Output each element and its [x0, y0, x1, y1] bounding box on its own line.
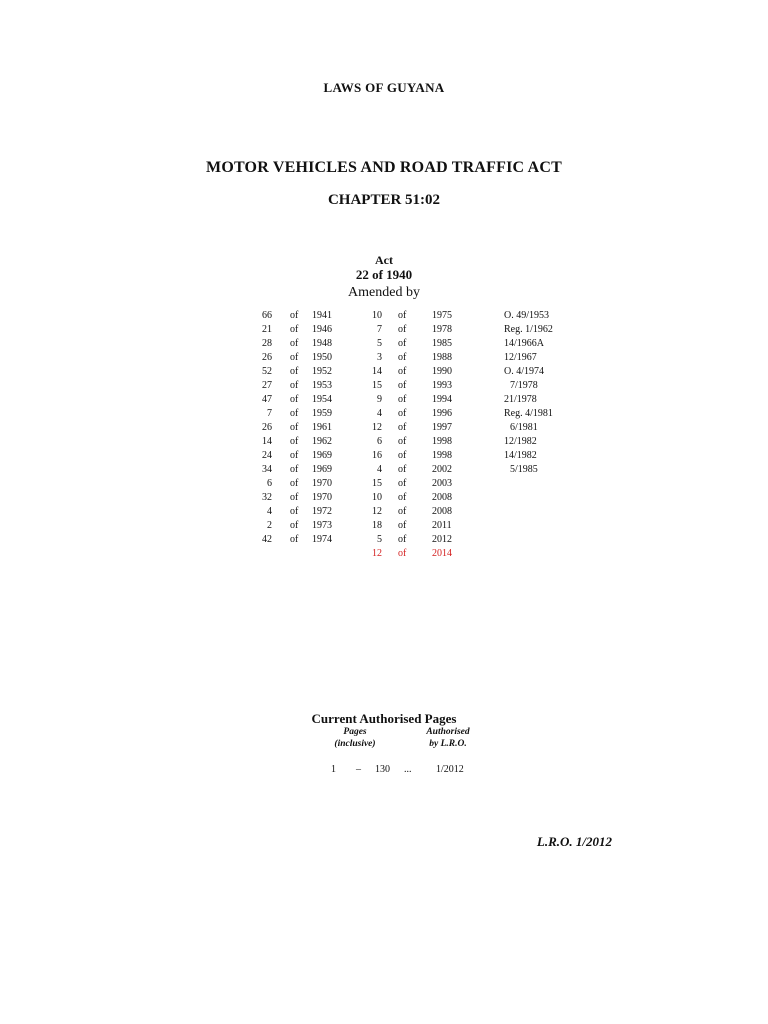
amendment-year: 1954	[312, 394, 332, 405]
amendment-of: of	[398, 352, 407, 363]
amended-by-label: Amended by	[348, 285, 420, 300]
authorised-pages-title: Current Authorised Pages	[311, 711, 457, 726]
amendment-number: 66	[262, 310, 272, 321]
pages-dash: –	[356, 764, 361, 775]
amendment-year: 1970	[312, 492, 332, 503]
amendment-of: of	[398, 394, 407, 405]
amendment-number: 7	[377, 324, 382, 335]
amendment-year: 1969	[312, 450, 332, 461]
amendment-year: 1996	[432, 408, 452, 419]
amendment-of: of	[290, 380, 299, 391]
amendment-of: of	[398, 422, 407, 433]
amendment-number: 26	[262, 352, 272, 363]
amendment-number: 12	[372, 422, 382, 433]
amendment-year: 1975	[432, 310, 452, 321]
amendment-number: 24	[262, 450, 272, 461]
amendment-number: 27	[262, 380, 272, 391]
amendment-number: 32	[262, 492, 272, 503]
amendment-year: 1978	[432, 324, 452, 335]
amendment-year: 2008	[432, 506, 452, 517]
amendment-year: 1994	[432, 394, 452, 405]
authorised-column-header	[418, 726, 478, 750]
amendment-ref: 7/1978	[510, 380, 538, 391]
amendment-of: of	[290, 436, 299, 447]
pages-column-header	[325, 726, 385, 750]
amendment-year: 1950	[312, 352, 332, 363]
amendment-of: of	[290, 422, 299, 433]
amendment-number: 10	[372, 492, 382, 503]
amendment-of: of	[398, 324, 407, 335]
amendment-number: 4	[377, 408, 382, 419]
amendment-number: 6	[377, 436, 382, 447]
amendment-number: 47	[262, 394, 272, 405]
amendment-year: 1959	[312, 408, 332, 419]
amendment-number: 7	[267, 408, 272, 419]
amendment-number: 18	[372, 520, 382, 531]
amendment-year: 1969	[312, 464, 332, 475]
amendment-ref: 21/1978	[504, 394, 537, 405]
amendment-of: of	[398, 366, 407, 377]
amendment-number: 9	[377, 394, 382, 405]
amendment-of: of	[398, 380, 407, 391]
amendment-number: 15	[372, 380, 382, 391]
laws-heading: LAWS OF GUYANA	[323, 80, 445, 95]
amendment-year: 1953	[312, 380, 332, 391]
amendment-year: 1962	[312, 436, 332, 447]
amendment-number: 5	[377, 338, 382, 349]
amendment-of: of	[290, 338, 299, 349]
act-number: 22 of 1940	[355, 267, 413, 282]
amendment-of: of	[398, 534, 407, 545]
amendment-number: 2	[267, 520, 272, 531]
amendment-ref: 14/1982	[504, 450, 537, 461]
amendment-of: of	[290, 520, 299, 531]
amendment-of: of	[398, 310, 407, 321]
amendment-year: 1961	[312, 422, 332, 433]
amendment-of: of	[290, 450, 299, 461]
amendment-year: 1998	[432, 436, 452, 447]
amendment-number: 28	[262, 338, 272, 349]
amendment-year: 2003	[432, 478, 452, 489]
amendment-number: 15	[372, 478, 382, 489]
pages-dots: ...	[404, 764, 412, 775]
amendment-of: of	[290, 310, 299, 321]
amendment-number: 5	[377, 534, 382, 545]
chapter-number: CHAPTER 51:02	[327, 192, 441, 208]
amendment-year: 1997	[432, 422, 452, 433]
pages-header-line1: Pages	[343, 727, 367, 737]
amendment-number: 12	[372, 548, 382, 559]
pages-header-line2: (inclusive)	[334, 739, 376, 749]
amendment-year: 1972	[312, 506, 332, 517]
authorised-header-line1: Authorised	[426, 727, 470, 737]
amendment-year: 2014	[432, 548, 452, 559]
amendment-year: 1952	[312, 366, 332, 377]
amendment-of: of	[398, 506, 407, 517]
amendment-number: 16	[372, 450, 382, 461]
amendment-ref: O. 4/1974	[504, 366, 544, 377]
authorised-header-line2: by L.R.O.	[429, 739, 467, 749]
amendment-of: of	[398, 478, 407, 489]
amendment-of: of	[398, 492, 407, 503]
amendment-ref: 12/1967	[504, 352, 537, 363]
amendment-number: 34	[262, 464, 272, 475]
amendment-year: 2012	[432, 534, 452, 545]
amendment-of: of	[398, 548, 407, 559]
amendment-of: of	[290, 506, 299, 517]
amendment-ref: 14/1966A	[504, 338, 544, 349]
amendment-number: 52	[262, 366, 272, 377]
amendment-of: of	[290, 492, 299, 503]
amendment-year: 1948	[312, 338, 332, 349]
amendment-of: of	[398, 450, 407, 461]
amendment-number: 26	[262, 422, 272, 433]
amendment-ref: O. 49/1953	[504, 310, 549, 321]
amendment-of: of	[290, 394, 299, 405]
amendment-of: of	[290, 534, 299, 545]
amendment-ref: 5/1985	[510, 464, 538, 475]
amendment-year: 1974	[312, 534, 332, 545]
amendment-year: 1946	[312, 324, 332, 335]
amendment-year: 1970	[312, 478, 332, 489]
pages-authorised: 1/2012	[436, 764, 464, 775]
amendment-year: 1998	[432, 450, 452, 461]
amendment-number: 14	[372, 366, 382, 377]
amendment-number: 10	[372, 310, 382, 321]
amendment-ref: Reg. 4/1981	[504, 408, 553, 419]
amendment-of: of	[398, 338, 407, 349]
amendment-number: 4	[267, 506, 272, 517]
amendment-number: 21	[262, 324, 272, 335]
act-label: Act	[375, 253, 393, 267]
pages-to: 130	[375, 764, 390, 775]
amendment-number: 4	[377, 464, 382, 475]
amendment-year: 1988	[432, 352, 452, 363]
pages-from: 1	[331, 764, 336, 775]
amendment-year: 2002	[432, 464, 452, 475]
amendment-of: of	[398, 436, 407, 447]
amendment-number: 6	[267, 478, 272, 489]
amendment-year: 1993	[432, 380, 452, 391]
amendment-of: of	[398, 520, 407, 531]
amendment-of: of	[290, 464, 299, 475]
amendment-of: of	[290, 408, 299, 419]
amendment-year: 1973	[312, 520, 332, 531]
amendment-ref: 12/1982	[504, 436, 537, 447]
act-title: MOTOR VEHICLES AND ROAD TRAFFIC ACT	[206, 159, 562, 176]
amendment-of: of	[398, 464, 407, 475]
amendment-year: 2008	[432, 492, 452, 503]
amendment-of: of	[290, 352, 299, 363]
amendment-number: 42	[262, 534, 272, 545]
amendment-number: 12	[372, 506, 382, 517]
amendment-of: of	[290, 478, 299, 489]
amendment-of: of	[290, 324, 299, 335]
amendment-of: of	[398, 408, 407, 419]
lro-footer: L.R.O. 1/2012	[536, 834, 612, 849]
amendment-year: 2011	[432, 520, 452, 531]
amendment-ref: Reg. 1/1962	[504, 324, 553, 335]
amendment-number: 3	[377, 352, 382, 363]
amendment-of: of	[290, 366, 299, 377]
amendment-ref: 6/1981	[510, 422, 538, 433]
amendment-year: 1990	[432, 366, 452, 377]
amendment-number: 14	[262, 436, 272, 447]
amendment-year: 1985	[432, 338, 452, 349]
amendment-year: 1941	[312, 310, 332, 321]
